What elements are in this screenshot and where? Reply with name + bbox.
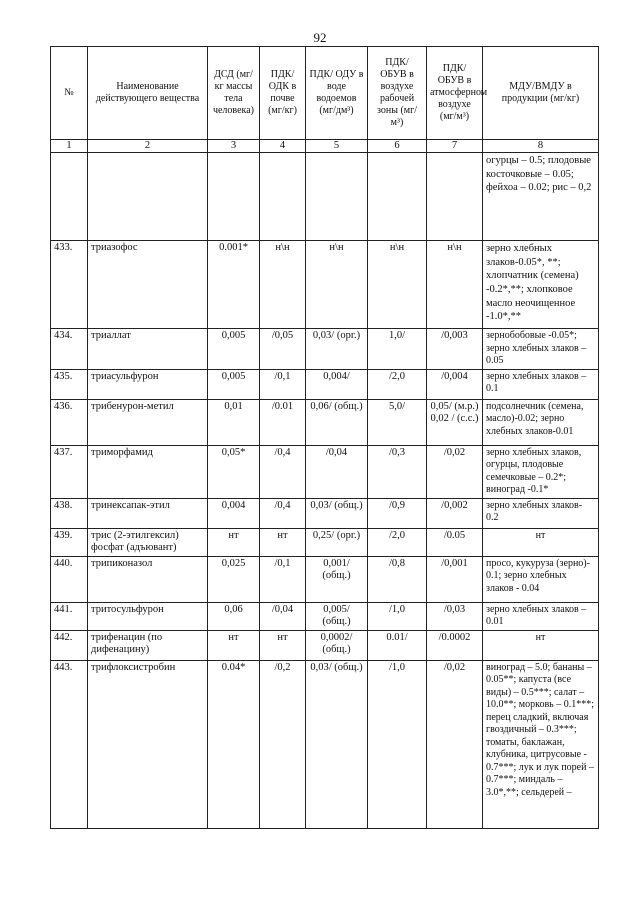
- mdu-value: огурцы – 0.5; плодовые косточковые – 0.05; фейхоа – 0.02; рис – 0,2: [483, 153, 599, 241]
- row-number: [51, 153, 88, 241]
- column-number: 6: [368, 140, 427, 153]
- water-value: [306, 153, 368, 241]
- substance-name: трипиконазол: [88, 556, 208, 602]
- atm-air-value: н\н: [427, 241, 483, 329]
- table-row: [51, 528, 599, 556]
- table-row: [51, 329, 599, 370]
- row-number: 439.: [51, 528, 88, 556]
- mdu-value: просо, кукуруза (зерно)- 0.1; зерно хлебных злаков - 0.04: [483, 556, 599, 602]
- atm-air-value: /0.05: [427, 528, 483, 556]
- mdu-value: зерно хлебных злаков-0.05*, **; хлопчатник (семена) -0.2*,**; хлопковое масло неочищенное -1.0*,**: [483, 241, 599, 329]
- dsd-value: нт: [208, 528, 260, 556]
- header-substance-name: Наименование действующего вещества: [88, 47, 208, 140]
- work-air-value: /0,9: [368, 498, 427, 528]
- soil-value: /0,2: [260, 660, 306, 828]
- column-numbers-row: [51, 140, 599, 153]
- table-row: [51, 399, 599, 445]
- soil-value: нт: [260, 630, 306, 660]
- dsd-value: 0,005: [208, 369, 260, 399]
- soil-value: н\н: [260, 241, 306, 329]
- water-value: 0,004/: [306, 369, 368, 399]
- column-number: 2: [88, 140, 208, 153]
- substance-name: тритосульфурон: [88, 602, 208, 630]
- header-row: [51, 47, 599, 140]
- substance-name: трис (2-этилгексил) фосфат (адъювант): [88, 528, 208, 556]
- atm-air-value: /0,03: [427, 602, 483, 630]
- header-mdu: МДУ/ВМДУ в продукции (мг/кг): [483, 47, 599, 140]
- atm-air-value: /0,001: [427, 556, 483, 602]
- dsd-value: 0,05*: [208, 445, 260, 498]
- atm-air-value: 0,05/ (м.р.) 0,02 / (с.с.): [427, 399, 483, 445]
- mdu-value: нт: [483, 528, 599, 556]
- atm-air-value: /0,02: [427, 660, 483, 828]
- table-row: [51, 660, 599, 828]
- atm-air-value: [427, 153, 483, 241]
- table-row: [51, 556, 599, 602]
- work-air-value: /1,0: [368, 660, 427, 828]
- water-value: 0,03/ (общ.): [306, 498, 368, 528]
- mdu-value: виноград – 5.0; бананы – 0.05**; капуста (все виды) – 0.5***; салат – 10.0**; морковь – 0.1***; перец сладкий, включая гвоздичный – 0.3***; томаты, баклажан, клубника, цитрусовые - 0.7***; лук и лук порей – 0.7***; миндаль – 3.0*,**; сельдерей –: [483, 660, 599, 828]
- row-number: 435.: [51, 369, 88, 399]
- table-row: [51, 630, 599, 660]
- substance-name: триазофос: [88, 241, 208, 329]
- substance-name: триаллат: [88, 329, 208, 370]
- row-number: 442.: [51, 630, 88, 660]
- work-air-value: /0,3: [368, 445, 427, 498]
- header-atm-air: ПДК/ ОБУВ в атмосферном воздухе (мг/м³): [427, 47, 483, 140]
- work-air-value: н\н: [368, 241, 427, 329]
- dsd-value: 0.001*: [208, 241, 260, 329]
- dsd-value: 0,004: [208, 498, 260, 528]
- work-air-value: /0,8: [368, 556, 427, 602]
- row-number: 438.: [51, 498, 88, 528]
- substance-name: трифенацин (по дифенацину): [88, 630, 208, 660]
- soil-value: /0,1: [260, 369, 306, 399]
- dsd-value: [208, 153, 260, 241]
- column-number: 5: [306, 140, 368, 153]
- atm-air-value: /0.0002: [427, 630, 483, 660]
- regulation-table: [50, 46, 599, 829]
- soil-value: /0,05: [260, 329, 306, 370]
- work-air-value: /2,0: [368, 528, 427, 556]
- header-soil: ПДК/ ОДК в почве (мг/кг): [260, 47, 306, 140]
- water-value: 0,25/ (орг.): [306, 528, 368, 556]
- mdu-value: нт: [483, 630, 599, 660]
- row-number: 434.: [51, 329, 88, 370]
- water-value: 0,03/ (орг.): [306, 329, 368, 370]
- row-number: 440.: [51, 556, 88, 602]
- water-value: 0,03/ (общ.): [306, 660, 368, 828]
- dsd-value: 0.04*: [208, 660, 260, 828]
- soil-value: /0,4: [260, 445, 306, 498]
- row-number: 437.: [51, 445, 88, 498]
- work-air-value: /2,0: [368, 369, 427, 399]
- table-row: [51, 498, 599, 528]
- soil-value: /0,1: [260, 556, 306, 602]
- header-dsd: ДСД (мг/кг массы тела человека): [208, 47, 260, 140]
- water-value: 0,005/ (общ.): [306, 602, 368, 630]
- substance-name: трифлоксистробин: [88, 660, 208, 828]
- header-water: ПДК/ ОДУ в воде водоемов (мг/дм³): [306, 47, 368, 140]
- atm-air-value: /0,002: [427, 498, 483, 528]
- atm-air-value: /0,004: [427, 369, 483, 399]
- column-number: 3: [208, 140, 260, 153]
- work-air-value: 0.01/: [368, 630, 427, 660]
- work-air-value: 1,0/: [368, 329, 427, 370]
- mdu-value: зернобобовые -0.05*; зерно хлебных злаков – 0.05: [483, 329, 599, 370]
- substance-name: [88, 153, 208, 241]
- table-row: [51, 602, 599, 630]
- header-work-air: ПДК/ ОБУВ в воздухе рабочей зоны (мг/м³): [368, 47, 427, 140]
- table-body: [51, 140, 599, 829]
- soil-value: /0.01: [260, 399, 306, 445]
- dsd-value: 0,01: [208, 399, 260, 445]
- column-number: 4: [260, 140, 306, 153]
- mdu-value: зерно хлебных злаков – 0.1: [483, 369, 599, 399]
- mdu-value: подсолнечник (семена, масло)-0.02; зерно хлебных злаков-0.01: [483, 399, 599, 445]
- water-value: н\н: [306, 241, 368, 329]
- table-row: [51, 369, 599, 399]
- work-air-value: /1,0: [368, 602, 427, 630]
- column-number: 8: [483, 140, 599, 153]
- mdu-value: зерно хлебных злаков- 0.2: [483, 498, 599, 528]
- table-row: [51, 153, 599, 241]
- dsd-value: 0,005: [208, 329, 260, 370]
- mdu-value: зерно хлебных злаков, огурцы, плодовые семечковые – 0.2*; виноград -0.1*: [483, 445, 599, 498]
- soil-value: [260, 153, 306, 241]
- dsd-value: 0,06: [208, 602, 260, 630]
- substance-name: триморфамид: [88, 445, 208, 498]
- mdu-value: зерно хлебных злаков – 0.01: [483, 602, 599, 630]
- row-number: 433.: [51, 241, 88, 329]
- dsd-value: 0,025: [208, 556, 260, 602]
- soil-value: /0,4: [260, 498, 306, 528]
- water-value: 0,0002/ (общ.): [306, 630, 368, 660]
- water-value: 0,001/ (общ.): [306, 556, 368, 602]
- row-number: 443.: [51, 660, 88, 828]
- column-number: 7: [427, 140, 483, 153]
- atm-air-value: /0,003: [427, 329, 483, 370]
- row-number: 441.: [51, 602, 88, 630]
- soil-value: нт: [260, 528, 306, 556]
- substance-name: трибенурон-метил: [88, 399, 208, 445]
- dsd-value: нт: [208, 630, 260, 660]
- substance-name: тринексапак-этил: [88, 498, 208, 528]
- page-number: 92: [313, 30, 327, 45]
- water-value: 0,06/ (общ.): [306, 399, 368, 445]
- substance-name: триасульфурон: [88, 369, 208, 399]
- table-row: [51, 445, 599, 498]
- water-value: /0,04: [306, 445, 368, 498]
- header-number: №: [51, 47, 88, 140]
- row-number: 436.: [51, 399, 88, 445]
- table-row: [51, 241, 599, 329]
- work-air-value: 5,0/: [368, 399, 427, 445]
- atm-air-value: /0,02: [427, 445, 483, 498]
- soil-value: /0,04: [260, 602, 306, 630]
- work-air-value: [368, 153, 427, 241]
- column-number: 1: [51, 140, 88, 153]
